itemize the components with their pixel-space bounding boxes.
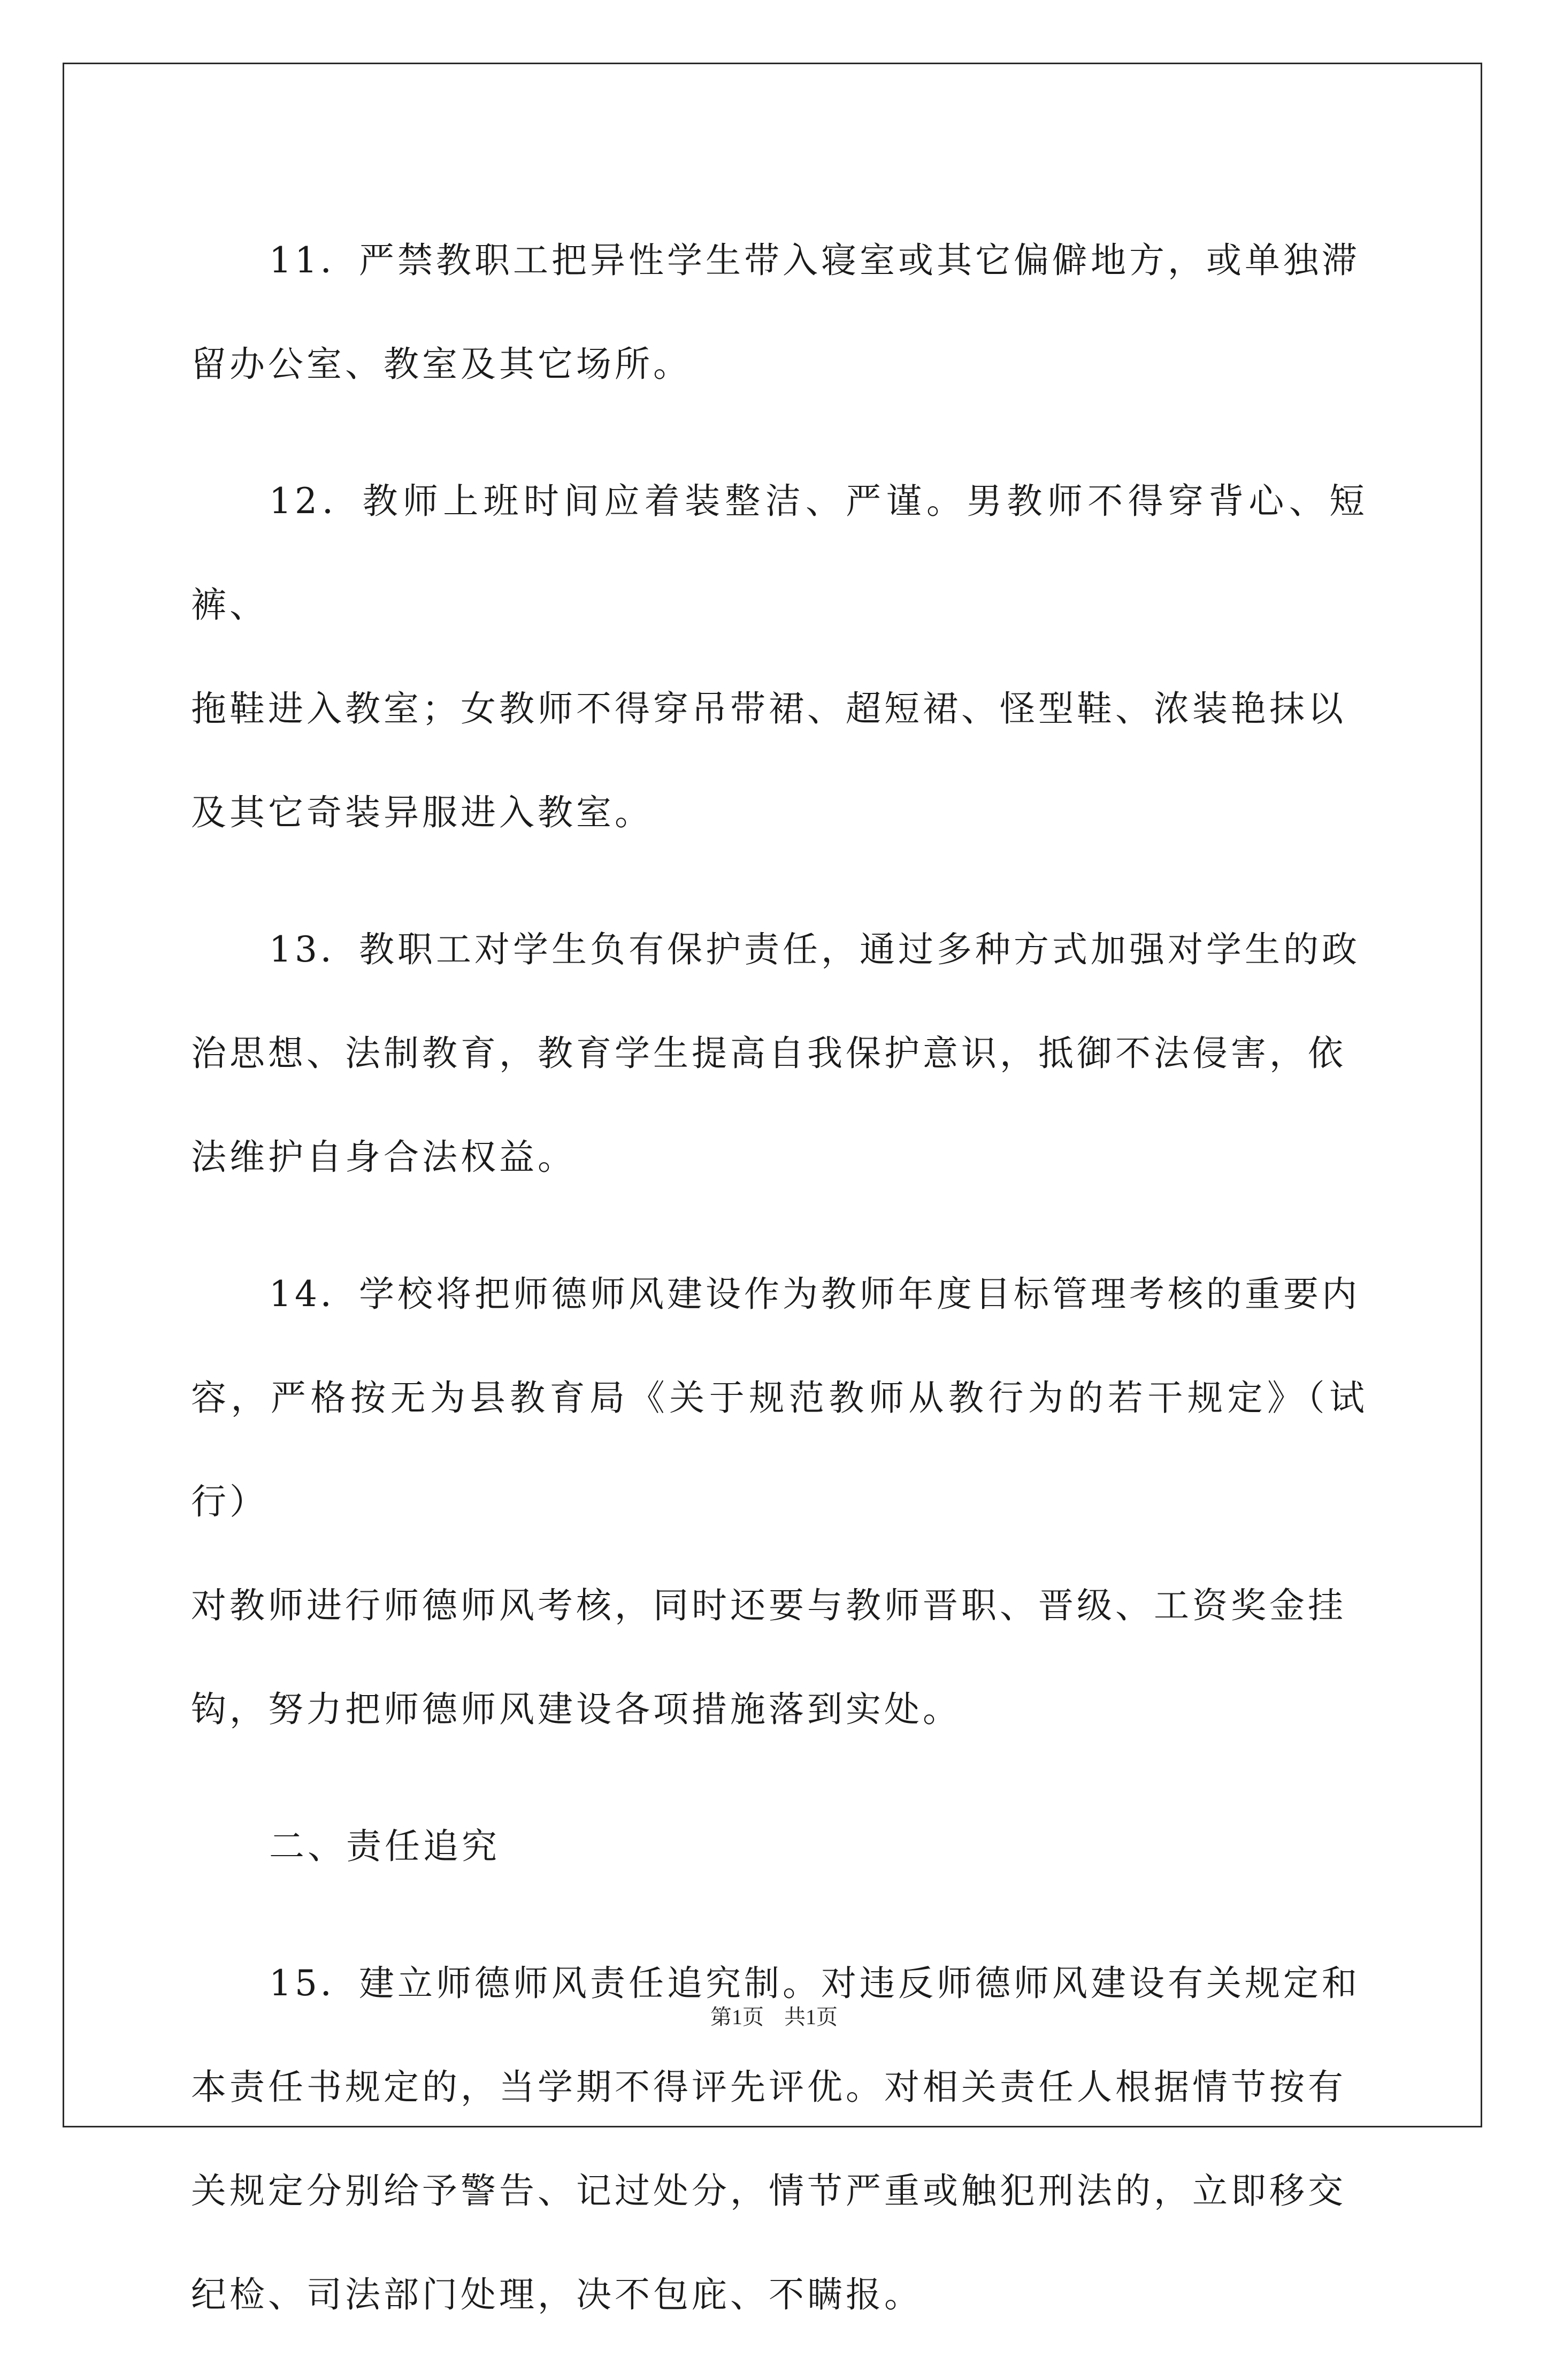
text-line: 留办公室、教室及其它场所。 [191,344,692,385]
page-total: 共1页 [784,2005,838,2029]
text-line: 12．教师上班时间应着装整洁、严谨。男教师不得穿背心、短裤、 [191,480,1368,625]
text-line: 本责任书规定的，当学期不得评先评优。对相关责任人根据情节按有 [191,2066,1346,2108]
text-line: 治思想、法制教育，教育学生提高自我保护意识，抵御不法侵害，依 [191,1033,1346,1074]
text-line: 13．教职工对学生负有保护责任，通过多种方式加强对学生的政 [269,929,1360,970]
text-line: 法维护自身合法权益。 [191,1136,576,1178]
text-line: 拖鞋进入教室；女教师不得穿吊带裙、超短裙、怪型鞋、浓装艳抹以 [191,688,1346,729]
paragraph-15 [191,1932,1368,2347]
paragraph-13 [191,898,1368,1209]
text-line: 14．学校将把师德师风建设作为教师年度目标管理考核的重要内 [269,1273,1360,1315]
text-line: 11．严禁教职工把异性学生带入寝室或其它偏僻地方，或单独滞 [269,240,1360,281]
paragraph-12 [191,449,1368,865]
paragraph-11 [191,209,1368,416]
paragraph-14 [191,1242,1368,1761]
text-line: 钩，努力把师德师风建设各项措施落到实处。 [191,1689,961,1730]
text-line: 及其它奇装异服进入教室。 [191,792,653,833]
page-footer [0,2000,1548,2031]
text-line: 关规定分别给予警告、记过处分，情节严重或触犯刑法的，立即移交 [191,2170,1346,2211]
section-heading [191,1795,1368,1898]
text-line: 对教师进行师德师风考核，同时还要与教师晋职、晋级、工资奖金挂 [191,1585,1346,1626]
document-body [191,209,1368,2380]
text-line: 容，严格按无为县教育局《关于规范教师从教行为的若干规定》（试行） [191,1377,1368,1522]
text-line: 纪检、司法部门处理，决不包庇、不瞒报。 [191,2274,923,2315]
page-number: 第1页 [710,2005,764,2029]
text-line: 15．建立师德师风责任追究制。对违反师德师风建设有关规定和 [269,1963,1360,2004]
text-line: 二、责任追究 [269,1826,500,1867]
